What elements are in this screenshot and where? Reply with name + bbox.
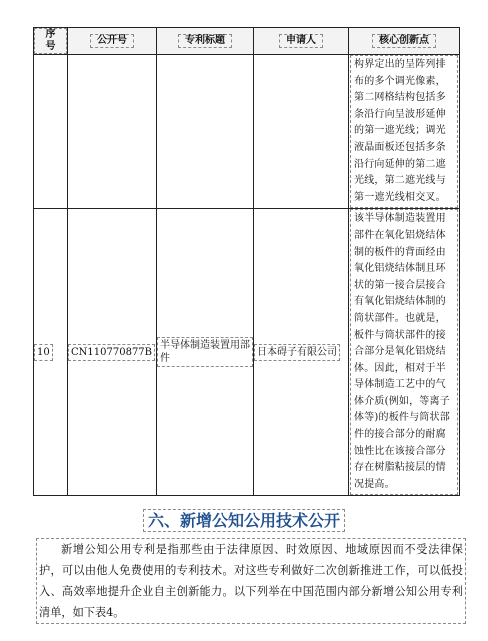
section-paragraph: 新增公知公用专利是指那些由于法律原因、时效原因、地域原因而不受法律保护，可以由他人免费使用的专利技术。对这些专利做好二次创新推进工作，可以低投入、高效率地提升企业自主创新能力。以下列举在中国范围内部分新增公知公用专利清单，如下表4。 (36, 538, 466, 624)
cell-index: 10 (34, 209, 68, 496)
header-index: 序号 (34, 28, 68, 55)
cell-applicant: 日本碍子有限公司 (254, 209, 349, 496)
cell-core (349, 209, 460, 496)
cell-pub-no (68, 55, 157, 209)
table-row (34, 55, 460, 209)
table-row (34, 209, 460, 496)
cell-index (34, 55, 68, 209)
cell-applicant (254, 55, 349, 209)
core-text: 该半导体制造装置用部件在氧化铝烧结体制的板件的背面经由氧化铝烧结体制且环状的第一接合层接合有氧化铝烧结体制的筒状部件。也就是，板件与筒状部件的接合部分是氧化铝烧结体。因此，相对于半导体制造工艺中的气体介质(例如，等离子体等)的板件与筒状部件的接合部分的耐腐蚀性比在该接合部分存在树脂粘接层的情况提高。 (350, 209, 458, 495)
cell-title (157, 55, 254, 209)
header-pub-no: 公开号 (68, 28, 157, 55)
section-title: 六、新增公知公用技术公开 (0, 508, 488, 531)
header-title: 专利标题 (157, 28, 254, 55)
cell-pub-no: CN110770877B (68, 209, 157, 496)
cell-core (349, 55, 460, 209)
patent-table (33, 27, 460, 496)
core-text: 构界定出的呈阵列排布的多个调光像素，第二网格结构包括多条沿行向呈波形延伸的第一遮光线；调光液晶面板还包括多条沿行向延伸的第二遮光线，第二遮光线与第一遮光线相交叉。 (350, 55, 458, 208)
cell-title: 半导体制造装置用部件 (157, 209, 254, 496)
header-core: 核心创新点 (349, 28, 460, 55)
table-header-row (34, 28, 460, 55)
header-applicant: 申请人 (254, 28, 349, 55)
